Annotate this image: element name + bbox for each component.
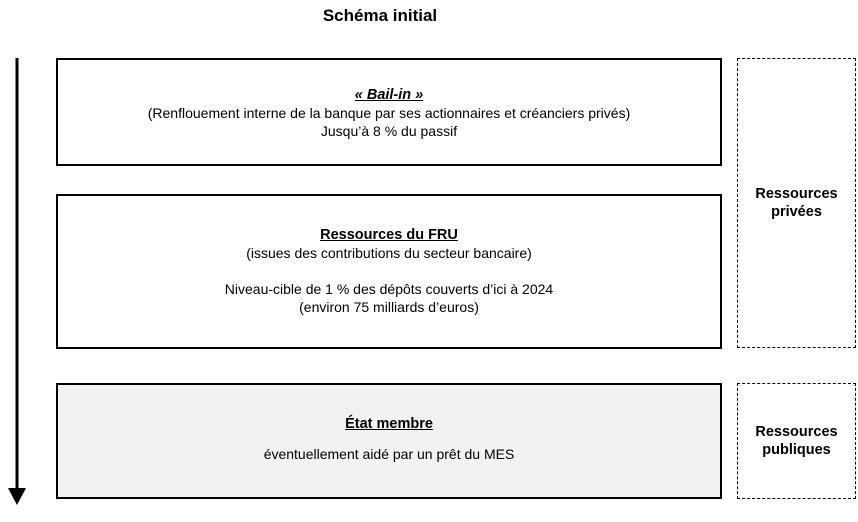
public-resources-box	[737, 383, 856, 499]
fru-heading: Ressources du FRU	[320, 227, 458, 243]
etat-membre-heading: État membre	[345, 416, 433, 432]
public-resources-label-1: Ressources	[755, 424, 838, 440]
bail-in-heading: « Bail-in »	[354, 87, 424, 103]
private-resources-box	[737, 58, 856, 348]
etat-membre-box	[56, 383, 722, 499]
bail-in-box	[56, 58, 722, 166]
sequence-arrow	[0, 0, 40, 522]
private-resources-label-2: privées	[771, 204, 822, 220]
diagram-title: Schéma initial	[322, 6, 438, 25]
etat-membre-description: éventuellement aidé par un prêt du MES	[263, 446, 515, 462]
bail-in-limit: Jusqu’à 8 % du passif	[320, 123, 458, 139]
private-resources-label-1: Ressources	[755, 186, 838, 202]
fru-box	[56, 194, 722, 349]
fru-description: (issues des contributions du secteur bancaire)	[246, 245, 532, 261]
fru-target: Niveau-cible de 1 % des dépôts couverts d’ici à 2024	[224, 281, 554, 297]
public-resources-label-2: publiques	[762, 442, 831, 458]
fru-amount: (environ 75 milliards d’euros)	[299, 299, 479, 315]
bail-in-description: (Renflouement interne de la banque par ses actionnaires et créanciers privés)	[147, 105, 631, 121]
